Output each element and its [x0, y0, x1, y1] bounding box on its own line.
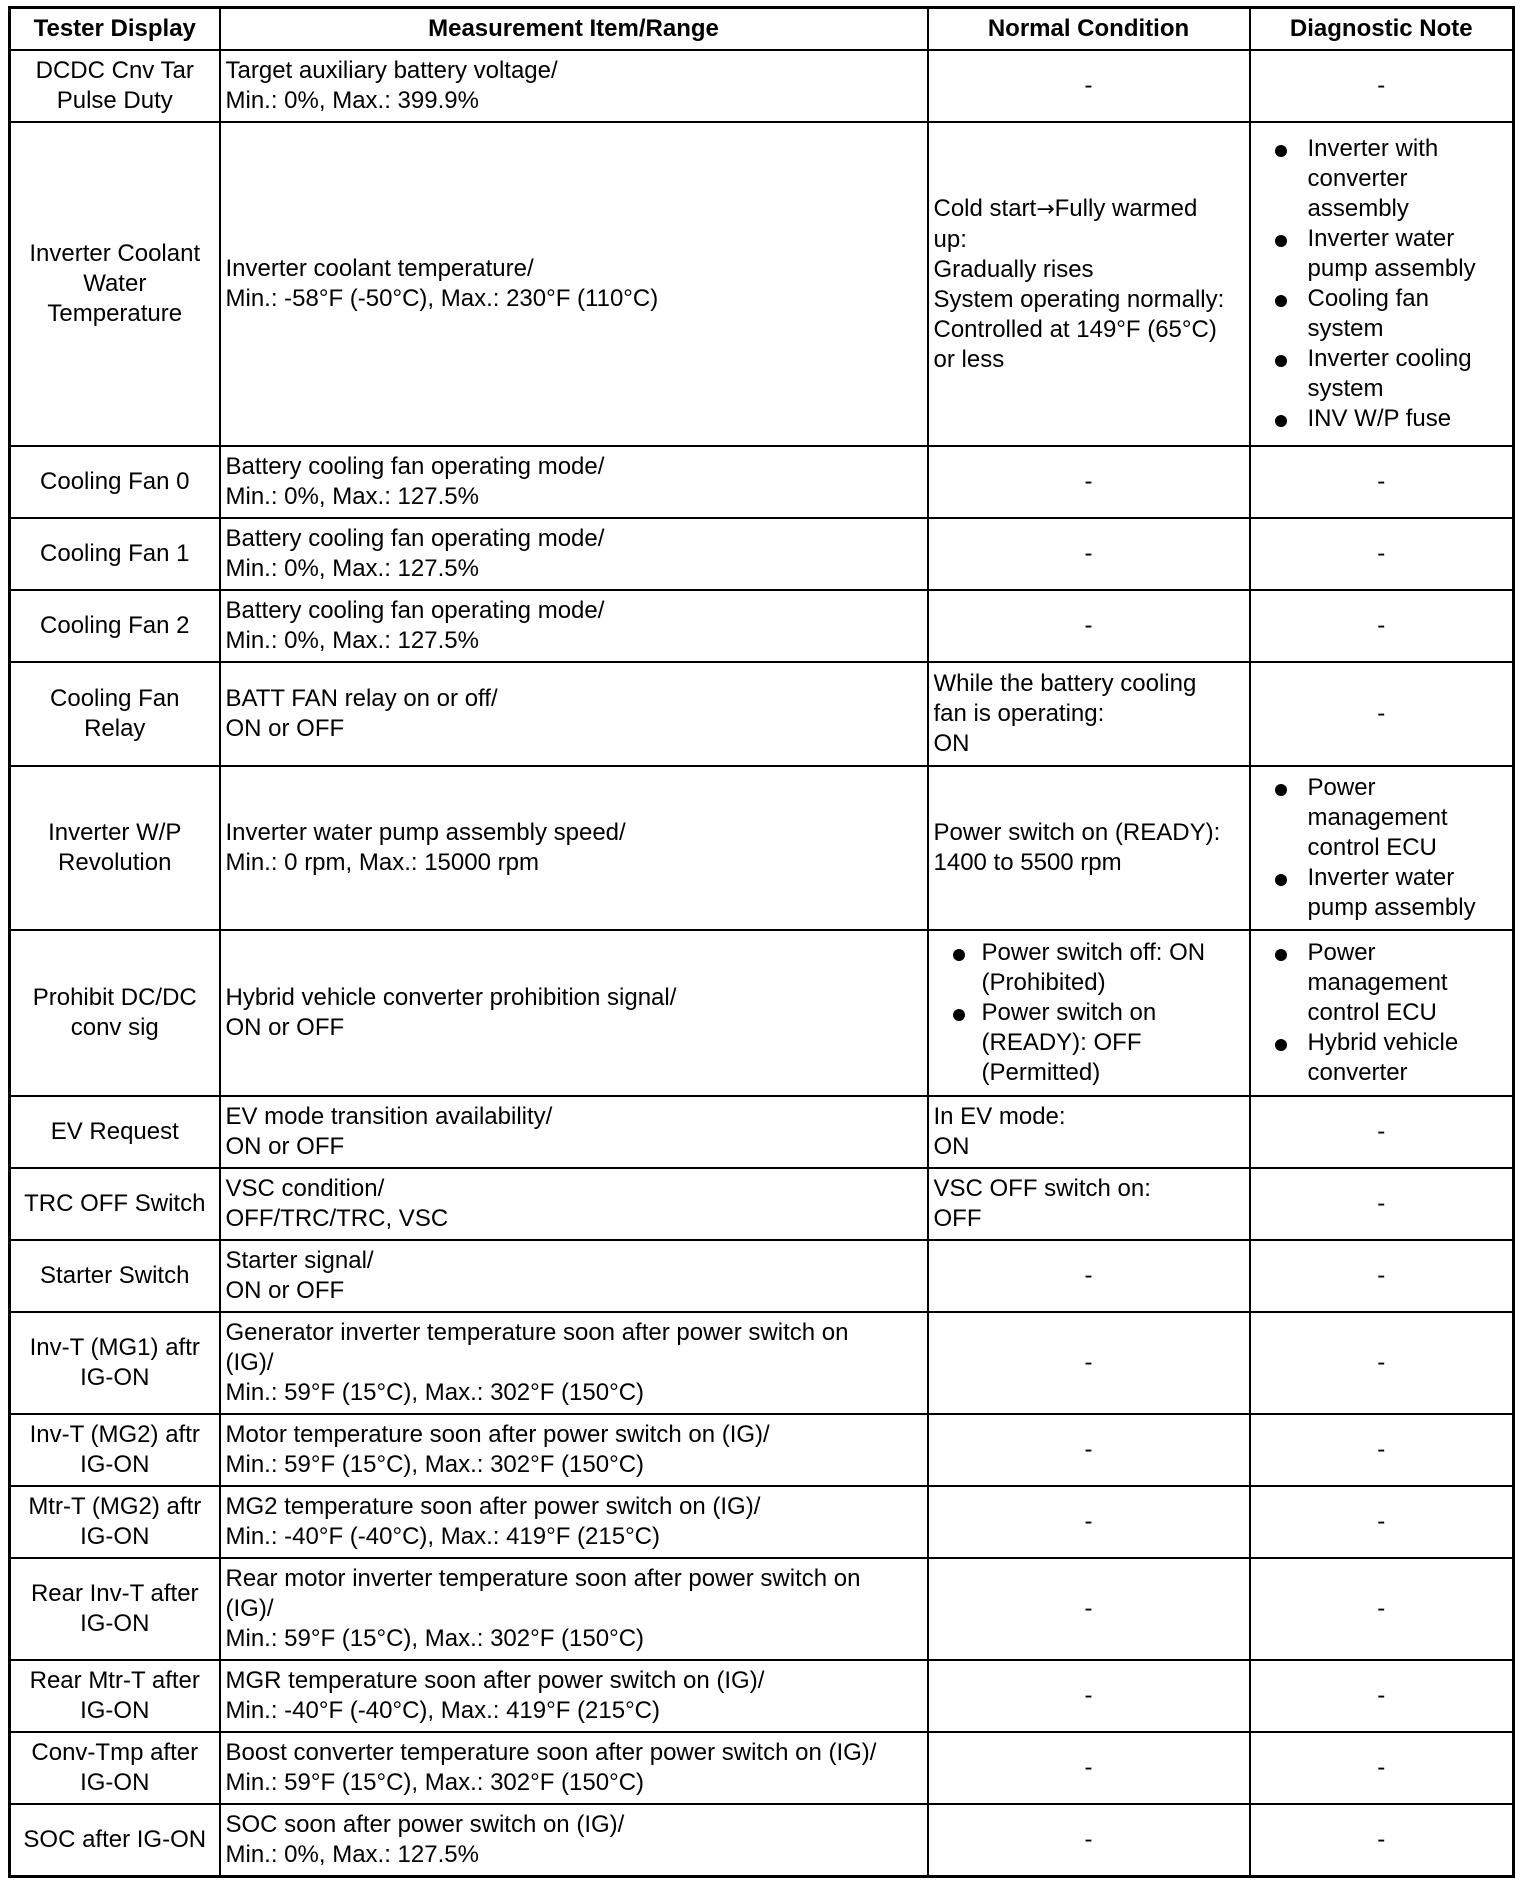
normal-condition-cell: -: [928, 1660, 1250, 1732]
diagnostic-note-cell: -: [1250, 1732, 1514, 1804]
note-line: Hybrid vehicle: [1307, 1029, 1459, 1057]
note-line: system: [1307, 375, 1384, 403]
header-normal-condition: Normal Condition: [928, 8, 1250, 51]
note-line: Inverter with: [1307, 135, 1439, 163]
tester-display-cell: [10, 1558, 220, 1660]
tester-line: IG-ON: [80, 1364, 150, 1392]
diagnostic-note-cell: [1250, 930, 1514, 1096]
measurement-line: Min.: 59°F (15°C), Max.: 302°F (150°C): [225, 1451, 645, 1479]
measurement-line: Min.: 0%, Max.: 127.5%: [225, 555, 479, 583]
measurement-line: Rear motor inverter temperature soon after power switch on: [225, 1565, 861, 1593]
table-row: [10, 1240, 1514, 1312]
tester-line: IG-ON: [80, 1610, 150, 1638]
bullet-item: [934, 998, 1244, 1088]
measurement-cell: [220, 1486, 928, 1558]
measurement-cell: [220, 1732, 928, 1804]
measurement-line: Generator inverter temperature soon after power switch on: [225, 1319, 849, 1347]
measurement-cell: [220, 766, 928, 930]
normal-condition-cell: -: [928, 1558, 1250, 1660]
tester-display-cell: Cooling Fan 0: [10, 446, 220, 518]
normal-text: Fully warmed: [1054, 194, 1198, 222]
normal-text: OFF: [933, 1205, 982, 1233]
measurement-cell: [220, 1660, 928, 1732]
tester-line: Rear Inv-T after: [30, 1580, 199, 1608]
normal-text: ON: [933, 730, 970, 758]
tester-display-cell: Starter Switch: [10, 1240, 220, 1312]
bullet-list: [934, 938, 1244, 1088]
note-line: Inverter water: [1307, 864, 1455, 892]
diagnostic-note-cell: -: [1250, 1096, 1514, 1168]
diagnostic-note-cell: [1250, 122, 1514, 446]
normal-condition-cell: [928, 1096, 1250, 1168]
diagnostic-note-cell: [1250, 766, 1514, 930]
tester-line: Revolution: [58, 849, 172, 877]
tester-line: Inverter W/P: [48, 819, 182, 847]
table-row: [10, 766, 1514, 930]
normal-condition-cell: -: [928, 1486, 1250, 1558]
normal-text: (Permitted): [981, 1059, 1101, 1087]
diagnostic-note-cell: -: [1250, 1312, 1514, 1414]
normal-text: VSC OFF switch on:: [933, 1175, 1151, 1203]
diagnostic-note-cell: -: [1250, 662, 1514, 766]
tester-display-cell: SOC after IG-ON: [10, 1804, 220, 1876]
header-tester-display: Tester Display: [10, 8, 220, 51]
normal-condition-cell: -: [928, 590, 1250, 662]
bullet-item: [1256, 938, 1508, 1028]
measurement-line: MG2 temperature soon after power switch on (IG)/: [225, 1493, 761, 1521]
normal-text: Gradually rises: [933, 255, 1094, 283]
normal-text: (Prohibited): [981, 969, 1106, 997]
measurement-cell: [220, 518, 928, 590]
normal-condition-cell: -: [928, 1414, 1250, 1486]
table-row: [10, 1414, 1514, 1486]
tester-display-cell: [10, 1486, 220, 1558]
measurement-line: BATT FAN relay on or off/: [225, 685, 498, 713]
tester-display-cell: Cooling Fan 2: [10, 590, 220, 662]
measurement-line: Inverter water pump assembly speed/: [225, 819, 626, 847]
tester-display-cell: Cooling Fan 1: [10, 518, 220, 590]
normal-text: In EV mode:: [933, 1103, 1066, 1131]
normal-condition-cell: -: [928, 50, 1250, 122]
measurement-cell: [220, 1168, 928, 1240]
bullet-list: [1256, 773, 1508, 923]
table-row: [10, 122, 1514, 446]
tester-line: Water: [83, 270, 147, 298]
normal-text: fan is operating:: [933, 700, 1105, 728]
bullet-item: [1256, 863, 1508, 923]
normal-text: (READY): OFF: [981, 1029, 1142, 1057]
note-line: Power: [1307, 774, 1376, 802]
normal-text: Power switch on: [981, 999, 1157, 1027]
tester-line: conv sig: [70, 1014, 159, 1042]
normal-text: Cold start: [933, 194, 1037, 222]
tester-display-cell: [10, 1660, 220, 1732]
measurement-cell: [220, 1804, 928, 1876]
normal-text: up:: [933, 225, 967, 253]
diagnostic-note-cell: -: [1250, 1558, 1514, 1660]
bullet-list: [1256, 938, 1508, 1088]
normal-text: ON: [933, 1133, 970, 1161]
note-line: Inverter water: [1307, 225, 1455, 253]
table-row: [10, 1558, 1514, 1660]
note-line: system: [1307, 315, 1384, 343]
normal-condition-cell: [928, 766, 1250, 930]
table-row: [10, 1486, 1514, 1558]
normal-text: or less: [933, 345, 1005, 373]
diagnostic-note-cell: -: [1250, 1660, 1514, 1732]
measurement-line: Min.: 0%, Max.: 127.5%: [225, 483, 479, 511]
tester-line: Relay: [84, 715, 146, 743]
tester-line: IG-ON: [80, 1451, 150, 1479]
measurement-cell: [220, 1240, 928, 1312]
measurement-line: Target auxiliary battery voltage/: [225, 57, 558, 84]
table-row: [10, 930, 1514, 1096]
normal-condition-cell: -: [928, 1804, 1250, 1876]
table-row: [10, 1168, 1514, 1240]
normal-condition-cell: -: [928, 446, 1250, 518]
diagnostic-note-cell: -: [1250, 446, 1514, 518]
measurement-cell: [220, 590, 928, 662]
table-row: [10, 1804, 1514, 1876]
normal-condition-cell: [928, 930, 1250, 1096]
measurement-cell: [220, 930, 928, 1096]
normal-text: 1400 to 5500 rpm: [933, 849, 1122, 877]
table-row: [10, 590, 1514, 662]
tester-line: Mtr-T (MG2) aftr: [28, 1493, 202, 1521]
note-line: assembly: [1307, 195, 1409, 223]
normal-condition-cell: -: [928, 518, 1250, 590]
diagnostic-note-cell: -: [1250, 1414, 1514, 1486]
note-line: converter: [1307, 165, 1408, 193]
bullet-item: [934, 938, 1244, 998]
normal-text: While the battery cooling: [933, 670, 1197, 698]
note-line: control ECU: [1307, 999, 1437, 1027]
tester-line: DCDC Cnv Tar: [35, 57, 194, 84]
measurement-line: Starter signal/: [225, 1247, 374, 1275]
measurement-line: Battery cooling fan operating mode/: [225, 453, 605, 481]
normal-condition-cell: -: [928, 1312, 1250, 1414]
measurement-line: ON or OFF: [225, 1133, 345, 1161]
bullet-item: [1256, 224, 1508, 284]
tester-line: Rear Mtr-T after: [29, 1667, 200, 1695]
tester-display-cell: [10, 1312, 220, 1414]
bullet-item: [1256, 773, 1508, 863]
bullet-item: [1256, 404, 1508, 434]
note-line: pump assembly: [1307, 255, 1476, 283]
measurement-cell: [220, 662, 928, 766]
measurement-line: ON or OFF: [225, 1277, 345, 1305]
bullet-item: [1256, 134, 1508, 224]
measurement-line: Battery cooling fan operating mode/: [225, 597, 605, 625]
tester-display-cell: [10, 1414, 220, 1486]
tester-display-cell: [10, 122, 220, 446]
tester-line: IG-ON: [80, 1697, 150, 1725]
measurement-line: Min.: -40°F (-40°C), Max.: 419°F (215°C): [225, 1697, 660, 1725]
measurement-line: Min.: 0%, Max.: 399.9%: [225, 87, 479, 114]
measurement-line: Boost converter temperature soon after power switch on (IG)/: [225, 1739, 877, 1767]
table-row: [10, 1660, 1514, 1732]
tester-line: Conv-Tmp after: [31, 1739, 199, 1767]
tester-display-cell: TRC OFF Switch: [10, 1168, 220, 1240]
table-row: [10, 446, 1514, 518]
normal-condition-cell: -: [928, 1240, 1250, 1312]
tester-display-cell: [10, 1732, 220, 1804]
diagnostic-note-cell: -: [1250, 1804, 1514, 1876]
data-list-table: [8, 6, 1515, 1878]
tester-display-cell: [10, 766, 220, 930]
diagnostic-note-cell: -: [1250, 518, 1514, 590]
measurement-line: Min.: -58°F (-50°C), Max.: 230°F (110°C): [225, 285, 659, 313]
measurement-line: MGR temperature soon after power switch on (IG)/: [225, 1667, 765, 1695]
table-row: [10, 1312, 1514, 1414]
measurement-line: OFF/TRC/TRC, VSC: [225, 1205, 449, 1233]
table-row: [10, 662, 1514, 766]
note-line: INV W/P fuse: [1307, 405, 1452, 433]
note-line: management: [1307, 969, 1448, 997]
normal-text: Power switch on (READY):: [933, 819, 1221, 847]
normal-text: Power switch off: ON: [981, 939, 1206, 967]
measurement-line: ON or OFF: [225, 715, 345, 743]
measurement-cell: [220, 122, 928, 446]
tester-line: Temperature: [47, 300, 183, 328]
measurement-cell: [220, 1096, 928, 1168]
normal-condition-cell: [928, 122, 1250, 446]
measurement-line: Min.: 0%, Max.: 127.5%: [225, 1841, 479, 1869]
tester-display-cell: EV Request: [10, 1096, 220, 1168]
measurement-cell: [220, 446, 928, 518]
diagnostic-note-cell: -: [1250, 590, 1514, 662]
diagnostic-note-cell: -: [1250, 1486, 1514, 1558]
diagnostic-note-cell: -: [1250, 50, 1514, 122]
arrow-right-icon: →: [1036, 196, 1055, 222]
note-line: Power: [1307, 939, 1376, 967]
table-row: [10, 1732, 1514, 1804]
diagnostic-note-cell: -: [1250, 1240, 1514, 1312]
note-line: management: [1307, 804, 1448, 832]
measurement-line: Hybrid vehicle converter prohibition signal/: [225, 984, 677, 1012]
tester-line: IG-ON: [80, 1769, 150, 1797]
measurement-line: Min.: 59°F (15°C), Max.: 302°F (150°C): [225, 1625, 645, 1653]
measurement-line: EV mode transition availability/: [225, 1103, 553, 1131]
measurement-line: SOC soon after power switch on (IG)/: [225, 1811, 625, 1839]
note-line: Inverter cooling: [1307, 345, 1472, 373]
note-line: pump assembly: [1307, 894, 1476, 922]
measurement-cell: [220, 1558, 928, 1660]
bullet-list: [1256, 134, 1508, 434]
measurement-line: Min.: -40°F (-40°C), Max.: 419°F (215°C): [225, 1523, 660, 1551]
measurement-cell: [220, 50, 928, 122]
tester-line: Inv-T (MG1) aftr: [29, 1334, 200, 1362]
table-row: [10, 1096, 1514, 1168]
bullet-item: [1256, 284, 1508, 344]
bullet-item: [1256, 1028, 1508, 1088]
tester-line: IG-ON: [80, 1523, 150, 1551]
normal-condition-cell: [928, 662, 1250, 766]
measurement-cell: [220, 1414, 928, 1486]
measurement-line: (IG)/: [225, 1349, 274, 1377]
table-header-row: [10, 8, 1514, 51]
tester-display-cell: [10, 662, 220, 766]
header-measurement-item: Measurement Item/Range: [220, 8, 928, 51]
bullet-item: [1256, 344, 1508, 404]
measurement-cell: [220, 1312, 928, 1414]
measurement-line: VSC condition/: [225, 1175, 385, 1203]
tester-line: Inv-T (MG2) aftr: [29, 1421, 200, 1449]
note-line: Cooling fan: [1307, 285, 1429, 313]
measurement-line: Battery cooling fan operating mode/: [225, 525, 605, 553]
measurement-line: (IG)/: [225, 1595, 274, 1623]
normal-condition-cell: [928, 1168, 1250, 1240]
note-line: converter: [1307, 1059, 1408, 1087]
measurement-line: Motor temperature soon after power switch on (IG)/: [225, 1421, 770, 1449]
tester-line: Prohibit DC/DC: [32, 984, 197, 1012]
normal-condition-cell: -: [928, 1732, 1250, 1804]
table-row: [10, 50, 1514, 122]
measurement-line: Min.: 0 rpm, Max.: 15000 rpm: [225, 849, 539, 877]
header-diagnostic-note: Diagnostic Note: [1250, 8, 1514, 51]
tester-line: Cooling Fan: [50, 685, 180, 713]
tester-display-cell: [10, 50, 220, 122]
measurement-line: Min.: 59°F (15°C), Max.: 302°F (150°C): [225, 1769, 645, 1797]
tester-line: Inverter Coolant: [29, 240, 201, 268]
measurement-line: Inverter coolant temperature/: [225, 255, 534, 283]
diagnostic-note-cell: -: [1250, 1168, 1514, 1240]
measurement-line: Min.: 0%, Max.: 127.5%: [225, 627, 479, 655]
note-line: control ECU: [1307, 834, 1437, 862]
measurement-line: ON or OFF: [225, 1014, 345, 1042]
tester-line: Pulse Duty: [56, 87, 173, 114]
normal-text: System operating normally:: [933, 285, 1225, 313]
normal-text: Controlled at 149°F (65°C): [933, 315, 1217, 343]
table-row: [10, 518, 1514, 590]
tester-display-cell: [10, 930, 220, 1096]
measurement-line: Min.: 59°F (15°C), Max.: 302°F (150°C): [225, 1379, 645, 1407]
